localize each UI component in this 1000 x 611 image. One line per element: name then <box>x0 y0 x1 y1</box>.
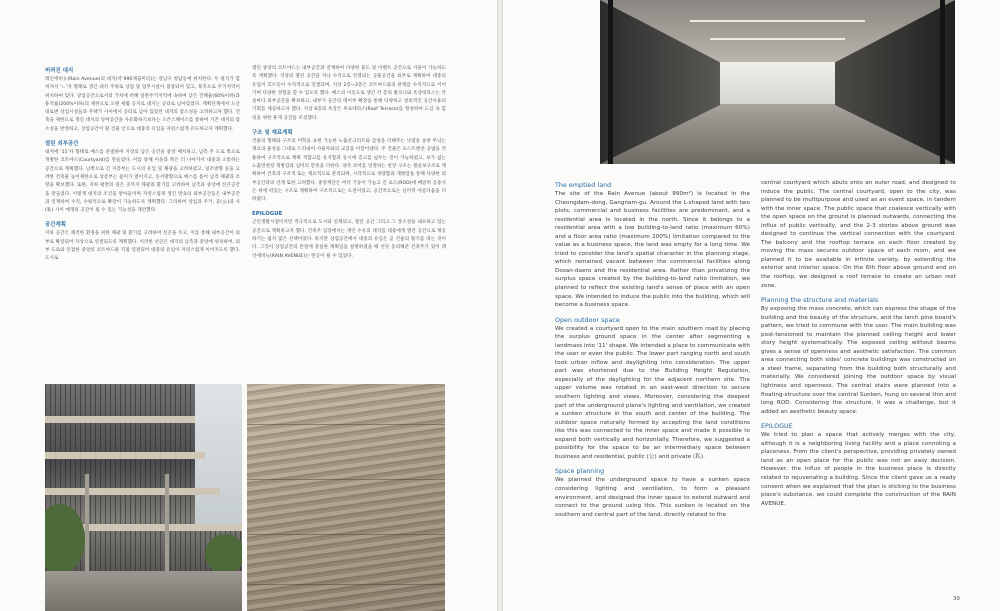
section-title: 열린 외부공간 <box>45 141 79 148</box>
ceiling-light <box>710 38 845 40</box>
korean-column-2 <box>252 65 446 267</box>
paragraph: By exposing the mass concrete, which can express the shape of the building and the beauty of the structure, and the larch pine board's pattern, we tried to commune with the user. The main building was post-tensioned to maintain the planned ceiling height and lower story height systematically. The exposed ceiling without beams gives a sense of openness and aesthetic satisfaction. The common area connecting both sides' concrete buildings was constructed on a steel frame, separating from the building both structurally and materially. We considered joining the outdoor space by visual lightness and openness. The central stairs were planned into a floating-structure over the central Sunken, hung on several thin and long ROD. Considering the structure, it was a challenge, but it added an aesthetic beauty space. <box>761 306 956 415</box>
floor-slab <box>45 416 195 423</box>
paragraph: We planned the underground space to have a sunken space considering lighting and ventilation, to form a pleasant environment, and designed the inner space to extend outward and connect to the ground using this. This sunken is located on the southern and central part of the land, directly related to the <box>555 477 750 518</box>
ceiling-light <box>690 20 865 22</box>
paragraph: 대지에 '11'자 형태로 매스를 분절하여 자상의 남은 공간을 중앙 배치하고, 남측 주 도로 쪽으로 개방한 코트야드(Courtyard)를 만들었다. 이를 통해 이웃과 쪽은 더 나아가서 대중과 소통하는 공간으로 계획했다. 남쪽으로 긴 지층부는 도시의 유입 및 채광을 고려하였고, 일조방향 등을 고려한 건축물 높이제한으로 상층부는 쉼이가 열어지고, 동서방향으로 매스를 틀어 남측 채광과 조망을 확보했다. 또한, 지하 평면의 깊은 곳까지 채광과 환기를 고려하여 남측과 중앙에 선큰공간을 만들었다. 이렇게 대지의 조건을 받아들이며 자연스럽게 생긴 면속의 외부공간들은 내부공간과 연계하여 수직, 수평적으로 확장이 가능하도록 계획했다. 그리하여 상업과 주거, 공(公)과 사(私) 사이 매개의 공간이 될 수 있는 가능성을 제안했다. <box>45 150 240 214</box>
timber-formwork-concrete-photo <box>247 384 445 611</box>
end-opening <box>720 62 835 104</box>
paragraph: The site of the Rain Avenue (about 990m²) is located in the Cheongdam-dong, Gangnam-gu. Around the L-shaped land with two plots, commercial and business facilities are predominant, and a residential area is located in the north. Since it belongs to a residential area with a low building-to-land ratio (maximum 60%) and a floor area ratio (maximum 200%) limitation compared to the value as a business space, the land was empty for a long time. We tried to consider the land's spatial character in the planning stage, which remained vacant between the commercial facilities along Dosan-daero and the residential area. Rather than privatizing the surplus space created by the building-to-land ratio limitation, we planned to reflect the existing land's sense of place with an open space. We intended to induce the public into the building, which will become a business space. <box>555 191 750 309</box>
tree <box>45 504 85 574</box>
paragraph: 지하 공간은 쾌적한 환경을 위한 채광 및 환기를 고려하여 선큰을 두고, 이를 통해 내부공간이 외부로 확장되어 자상으로 연결되도록 계획했다. 이러한 선큰은 대지의 남측과 중앙에 위치하여, 외부 도로와 인접한 중앙의 코트야드와 직접 연결되어 대중의 유입이 자연스럽게 이어지도록 했다. 도시로 <box>45 231 240 262</box>
section-title: 버려진 대지 <box>45 68 74 74</box>
paragraph: central courtyard which abuts onto an outer road, and designed to induce the public. The central courtyard, open to the city, was planned to be multipurpose and used as an event space, in tandem with the inner space. The public space that coalesce vertically with the open space on the ground is planned outwards, connecting the influx of public vertically, and the 2-3 stories above ground was designed to continue the vertical connection with the courtyard. The balcony and the rooftop terrace on each floor created by moving the mass secures outdoor space of each room, and we planned it to be available in infinite variety, by extending the exterior and interior space. On the 6th floor above ground and on the rooftop, we designed a roof terrace to create an urban rest zone. <box>761 180 956 289</box>
right-page <box>503 0 1000 611</box>
section-title: 공간계획 <box>45 222 67 229</box>
board-seam <box>247 479 445 480</box>
corridor-interior-photo <box>600 0 955 164</box>
board-seam <box>247 424 445 425</box>
paragraph: 레인에비뉴(Rain Avenue)의 대지(약 990제곱미터)는 강남구 청담동에 위치한다. 두 필지가 합쳐져서 'ㄴ'자 형태로 생긴 대지 주위로 상업 및 업무시설이 집중되어 있고, 북측으로 주거지역이 위치하여 있다. 상업공간으로서의 가치에 비해 일반주거지역에 속하여 낮은 건폐율(60%이하)과 용적률(200%이하)의 제한으로 오랜 세월 공지로 대지는 공터로 남아있었다. 계획단계에서 도산대로변 상업시설들과 주택가 사이에서 공터로 남아 있었던 대지의 잠소성을 고려하고자 했다. 건축을 제한으로 생긴 대지의 잉여공간을 사유화하기보다는 오픈스페이스를 통하여 기존 대지의 잠소성을 반영하고, 상업공간이 될 건물 안으로 대중의 유입을 자연스럽게 유도하고자 계획했다. <box>45 77 240 132</box>
page-number: 39 <box>952 596 960 602</box>
section-title: Open outdoor space <box>555 316 620 324</box>
section-title: Planning the structure and materials <box>761 297 879 305</box>
glass-door-frame <box>940 0 945 164</box>
english-column-1 <box>555 179 750 525</box>
street <box>45 571 242 611</box>
section-title: EPILOGUE <box>761 423 793 431</box>
board-seam <box>247 584 445 585</box>
section-title: The emptied land <box>555 182 612 189</box>
glass-door-frame <box>608 0 613 164</box>
paragraph: We created a courtyard open to the main southern road by placing the surplus ground space in the center after segmenting a landmass into '11' shape. We intended a place to communicate with the user or even the public. The lower part ranging north and south took urban inflow and daylighting into consideration. The upper part was shortened due to the Building Height Regulation, especially of the daylighting for the adjacent northern site. The upper volume was rotated in an east-west direction to secure southern lighting and views. Moreover, considering the deepest part of the underground plane's lighting and ventilation, we created a sunken structure in the south and center of the building. The outdoor space naturally formed by accepting the land conditions like this was connected to the inner space and made it possible to expand both vertically and horizontally. Therefore, we suggested a possibility for the space to be an intermediary space between business and residential, public (公) and private (私). <box>555 325 750 460</box>
paragraph: 열린 중앙의 코트야드는 내부공간과 연계하여 다양한 용도 및 이벤트 공간으로 사용이 가능하도록 계획했다. 지상의 열린 공간을 지나 수직으로 연결되는 공용공간을 외부로 계획하여 대중의 유입이 흐르듯이 수직적으로 연결되며, 지상 2층~3층은 코트야드와의 관계를 수직적으로 이어가며 다양한 경험을 할 수 있도록 했다. 매스의 이동으로 생긴 각 층의 발코니와 옥상테라스는 각 실마다 외부공간을 확보하고, 내부가 공간의 테이부 확장을 통해 다양하고 창의적인 공간사용의 기회를 제공하고자 했다. 지상 6층과 옥상은 루프테라스(Roof Terrace)를 형성하여 도심 속 힐링을 위한 휴게 공간을 조성했다. <box>252 66 446 121</box>
paragraph: 근린생활시설이지만 적극적으로 도시와 연계되고, 열린 공간 그리고 그 장소성을 내포하고 있는 공간으로 계획하고자 했다. 건축주 입장에서는 개인 수유의 대지를 대중에게 열린 공간으로 제공하기는 쉽지 않은 선택이었다. 하지만 상업공간에서 대중의 유입은 곧 건물의 활기를 띠는 것이다. 그것이 상업공간의 본질에 충실한 계획임을 설명하였을 때 선뜻 동의해준 건축주가 있어 레인에비뉴(RAIN AVENUE)는 완공이 될 수 있었다. <box>252 220 446 259</box>
tree <box>205 534 242 574</box>
section-title: 구조 및 재료계획 <box>252 130 293 137</box>
korean-column-1 <box>45 65 240 270</box>
board-seam <box>247 534 445 535</box>
section-title: EPILOGUE <box>252 211 283 218</box>
floor-slab <box>45 452 205 459</box>
paragraph: 건물의 형태와 구조의 미학을 표현 가능한 노출콘크리트와 감성을 더해주는 낙엽송 송판 무늬는 재료의 물성을 그대로 드러내어 사용자와의 교감을 이끌어낸다. 주 건물은 포스트텐션 공법을 적용하여 구조적으로 계획 적합고를 유지함과 동시에 층고를 넓두는 것이 가능하였고, 보가 없는 노출면천장 개방감과 심미의 만족을 더한다. 양측 코어를 연결하는 천장 구조는 철골보구조로 계획하여 건축과 구조적 또는 재료적으로 분리되며, 시각적으로 경량함과 개방감을 통해 다양한 외부공간과의 연계 또한 고려했다. 중앙계단은 여러 기둥이 가늘고 긴 로드(ROD)에 매달려 공중석은 위에 떠있는 구조로 계획하여 구조적으로는 도전이었고, 공간적으로는 심미적 아름다움을 더하였다. <box>252 139 446 203</box>
left-page <box>0 0 497 611</box>
floor-slab <box>45 488 220 495</box>
paragraph: We tried to plan a space that actively merges with the city, although it is a neighboring living facility and a place connoting a placeness. From the client's perspective, providing privately owned land as an open place for the public was not an easy decision. However, the influx of people in the business place is directly related to rejuvenating a building. Since the client gave us a ready consent when we explained that the plan is sticking to the business place's substance, we could complete the construction of the RAIN AVENUE. <box>761 432 956 507</box>
section-title: Space planning <box>555 468 605 476</box>
building-exterior-photo <box>45 384 242 611</box>
english-column-2 <box>761 179 956 514</box>
